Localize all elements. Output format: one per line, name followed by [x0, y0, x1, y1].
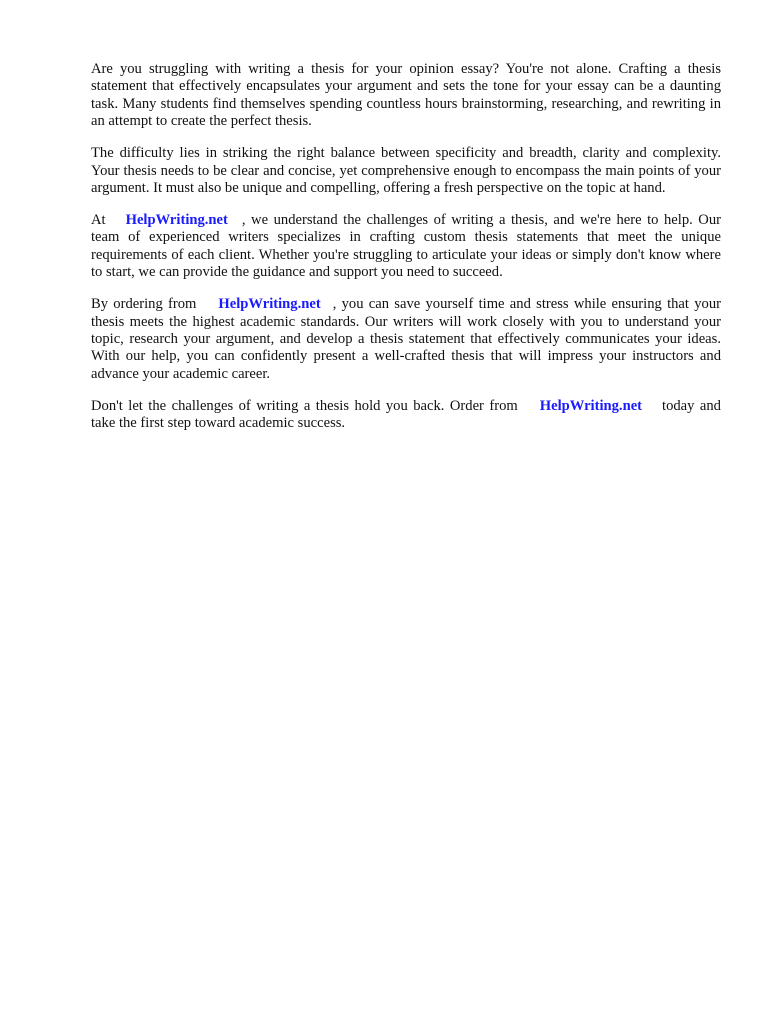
helpwriting-link[interactable]: HelpWriting.net [539, 397, 643, 414]
paragraph-text: By ordering from [91, 296, 197, 313]
paragraph-text: today and take the first step toward academic success. [91, 397, 721, 432]
helpwriting-link[interactable]: HelpWriting.net [218, 296, 321, 313]
paragraph-call-to-action [91, 398, 721, 433]
paragraph-at-helpwriting [91, 212, 721, 282]
paragraph-text: , you can save yourself time and stress while ensuring that your thesis meets the highest academic standards. Our writers will work closely with you to understand your topic, research your argument, and develop a thesis statement that effectively communicates your ideas. With our help, you can confidently present a well-crafted thesis that will impress your instructors and advance your academic career. [91, 296, 721, 382]
paragraph-ordering [91, 296, 721, 383]
paragraph-text: Don't let the challenges of writing a thesis hold you back. Order from [91, 397, 518, 414]
paragraph-text: At [91, 212, 106, 229]
document-body [91, 61, 721, 447]
paragraph-intro: Are you struggling with writing a thesis for your opinion essay? You're not alone. Crafting a thesis statement that effectively encapsulates your argument and sets the tone for your essay can be a daunting task. Many students find themselves spending countless hours brainstorming, researching, and rewriting in an attempt to create the perfect thesis. [91, 61, 721, 130]
paragraph-difficulty: The difficulty lies in striking the right balance between specificity and breadth, clarity and complexity. Your thesis needs to be clear and concise, yet comprehensive enough to encompass the main points of your argument. It must also be unique and compelling, offering a fresh perspective on the topic at hand. [91, 145, 721, 197]
helpwriting-link[interactable]: HelpWriting.net [125, 212, 228, 229]
paragraph-text: , we understand the challenges of writing a thesis, and we're here to help. Our team of experienced writers specializes in crafting custom thesis statements that meet the unique requirements of each client. Whether you're struggling to articulate your ideas or simply don't know where to start, we can provide the guidance and support you need to succeed. [91, 212, 721, 281]
